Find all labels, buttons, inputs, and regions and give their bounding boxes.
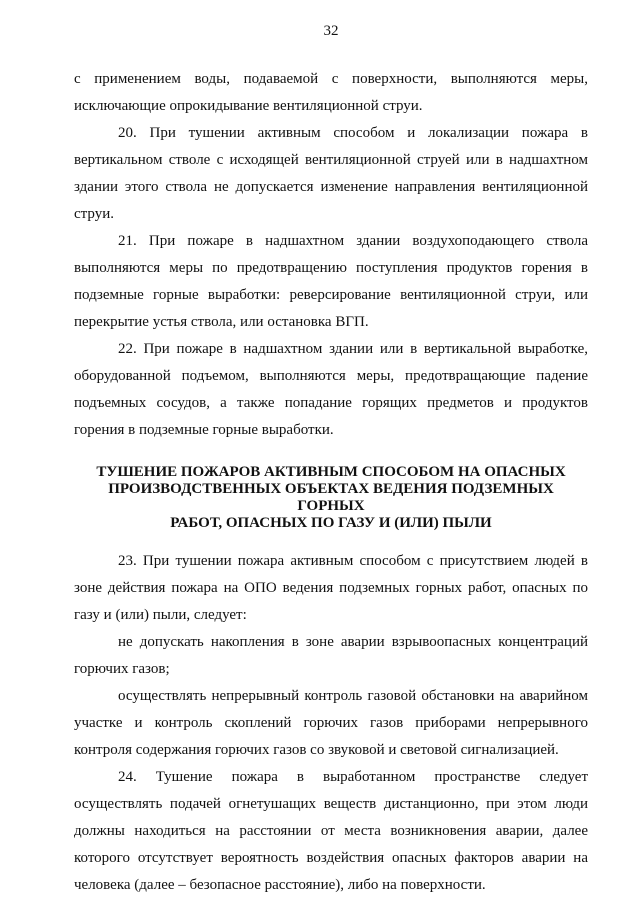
paragraph-24: 24. Тушение пожара в выработанном пространстве следует осуществлять подачей огнетушащих веществ дистанционно, при этом люди должны находиться на расстоянии от места возникновения аварии, далее которого отсутствует вероятность воздействия опасных факторов аварии на человека (далее – безопасное расстояние), либо на поверхности. xyxy=(74,769,588,893)
paragraph-21: 21. При пожаре в надшахтном здании воздухоподающего ствола выполняются меры по предотвращению поступления продуктов горения в подземные горные выработки: реверсирование вентиляционной струи, или перекрытие устья ствола, или остановка ВГП. xyxy=(74,233,588,330)
paragraph-23-item-2: осуществлять непрерывный контроль газовой обстановки на аварийном участке и контроль скоплений горючих газов приборами непрерывного контроля содержания горючих газов со звуковой и световой сигнализацией. xyxy=(74,688,588,758)
paragraph-continuation: с применением воды, подаваемой с поверхности, выполняются меры, исключающие опрокидывание вентиляционной струи. xyxy=(74,71,588,114)
section-heading-line: РАБОТ, ОПАСНЫХ ПО ГАЗУ И (ИЛИ) ПЫЛИ xyxy=(170,515,492,531)
paragraph-23: 23. При тушении пожара активным способом с присутствием людей в зоне действия пожара на ОПО ведения подземных горных работ, опасных по газу и (или) пыли, следует: xyxy=(74,553,588,623)
paragraph-22: 22. При пожаре в надшахтном здании или в вертикальной выработке, оборудованной подъемом, выполняются меры, предотвращающие падение подъемных сосудов, а также попадание горящих предметов и продуктов горения в подземные горные выработки. xyxy=(74,341,588,438)
section-heading-line: ТУШЕНИЕ ПОЖАРОВ АКТИВНЫМ СПОСОБОМ НА ОПАСНЫХ xyxy=(96,464,566,480)
paragraph-23-item-1: не допускать накопления в зоне аварии взрывоопасных концентраций горючих газов; xyxy=(74,634,588,677)
section-heading xyxy=(74,464,588,532)
body-text-bottom xyxy=(74,548,588,899)
body-text-top xyxy=(74,66,588,444)
section-heading-line: ПРОИЗВОДСТВЕННЫХ ОБЪЕКТАХ ВЕДЕНИЯ ПОДЗЕМНЫХ ГОРНЫХ xyxy=(108,481,554,514)
page-number: 32 xyxy=(323,23,339,39)
paragraph-20: 20. При тушении активным способом и локализации пожара в вертикальном стволе с исходящей вентиляционной струей или в надшахтном здании этого ствола не допускается изменение направления вентиляционной струи. xyxy=(74,125,588,222)
